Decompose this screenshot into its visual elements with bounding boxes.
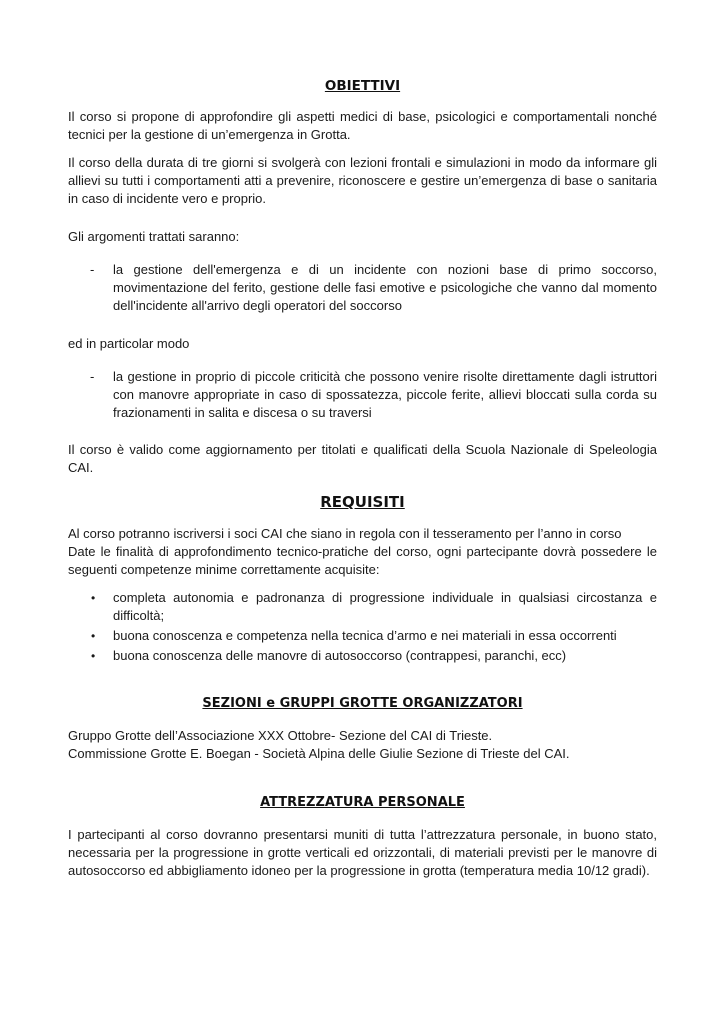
heading-sezioni: SEZIONI e GRUPPI GROTTE ORGANIZZATORI [202, 696, 523, 711]
list-item-text: la gestione dell'emergenza e di un incidente con nozioni base di primo soccorso, movimentazione del ferito, gestione delle fasi emotive e psicologiche che vanno dal momento dell'incidente all'arrivo degli operatori del soccorso [113, 262, 657, 313]
requisiti-paragraph-1: Al corso potranno iscriversi i soci CAI che siano in regola con il tesseramento per l’anno in corso [68, 526, 622, 541]
obiettivi-paragraph-4: ed in particolar modo [68, 336, 190, 351]
obiettivi-paragraph-3: Gli argomenti trattati saranno: [68, 229, 240, 244]
sezioni-line-1: Gruppo Grotte dell’Associazione XXX Ottobre- Sezione del CAI di Trieste. [68, 728, 493, 743]
dash-marker: - [90, 369, 95, 384]
bullet-marker: • [91, 591, 96, 605]
list-item [68, 589, 657, 625]
list-item [68, 261, 657, 315]
obiettivi-paragraph-1: Il corso si propone di approfondire gli aspetti medici di base, psicologici e comportamentali nonché tecnici per la gestione di un’emergenza in Grotta. [68, 109, 657, 142]
requisiti-paragraph-2: Date le finalità di approfondimento tecnico-pratiche del corso, ogni partecipante dovrà possedere le seguenti competenze minime correttamente acquisite: [68, 544, 657, 577]
list-item [68, 627, 657, 645]
heading-requisiti: REQUISITI [320, 493, 405, 511]
document-page [68, 78, 657, 880]
topics-list [68, 261, 657, 315]
list-item [68, 368, 657, 422]
list-item-text: la gestione in proprio di piccole criticità che possono venire risolte direttamente dagli istruttori con manovre appropriate in caso di spossatezza, piccole ferite, allievi bloccati sulla corda su frazionamenti in salita e discesa o su traversi [113, 369, 657, 420]
heading-attrezzatura: ATTREZZATURA PERSONALE [260, 795, 465, 810]
bullet-marker: • [91, 649, 96, 663]
sezioni-line-2: Commissione Grotte E. Boegan - Società Alpina delle Giulie Sezione di Trieste del CAI. [68, 746, 570, 761]
list-item-text: buona conoscenza e competenza nella tecnica d’armo e nei materiali in essa occorrenti [113, 628, 617, 643]
requirements-list [68, 589, 657, 665]
heading-obiettivi: OBIETTIVI [324, 78, 401, 94]
list-item-text: completa autonomia e padronanza di progressione individuale in qualsiasi circostanza e difficoltà; [113, 590, 657, 623]
special-topics-list [68, 368, 657, 422]
list-item [68, 647, 657, 665]
obiettivi-paragraph-5: Il corso è valido come aggiornamento per titolati e qualificati della Scuola Nazionale di Speleologia CAI. [68, 442, 657, 475]
obiettivi-paragraph-2: Il corso della durata di tre giorni si svolgerà con lezioni frontali e simulazioni in modo da informare gli allievi su tutti i comportamenti atti a prevenire, riconoscere e gestire un’emergenza di base o sanitaria in caso di incidente vero e proprio. [68, 155, 657, 206]
bullet-marker: • [91, 629, 96, 643]
dash-marker: - [90, 262, 95, 277]
list-item-text: buona conoscenza delle manovre di autosoccorso (contrappesi, paranchi, ecc) [113, 648, 567, 663]
attrezzatura-paragraph-1: I partecipanti al corso dovranno presentarsi muniti di tutta l’attrezzatura personale, in buono stato, necessaria per la progressione in grotte verticali ed orizzontali, di materiali previsti per le manovre di autosoccorso ed abbigliamento idoneo per la progressione in grotta (temperatura media 10/12 gradi). [68, 827, 657, 878]
